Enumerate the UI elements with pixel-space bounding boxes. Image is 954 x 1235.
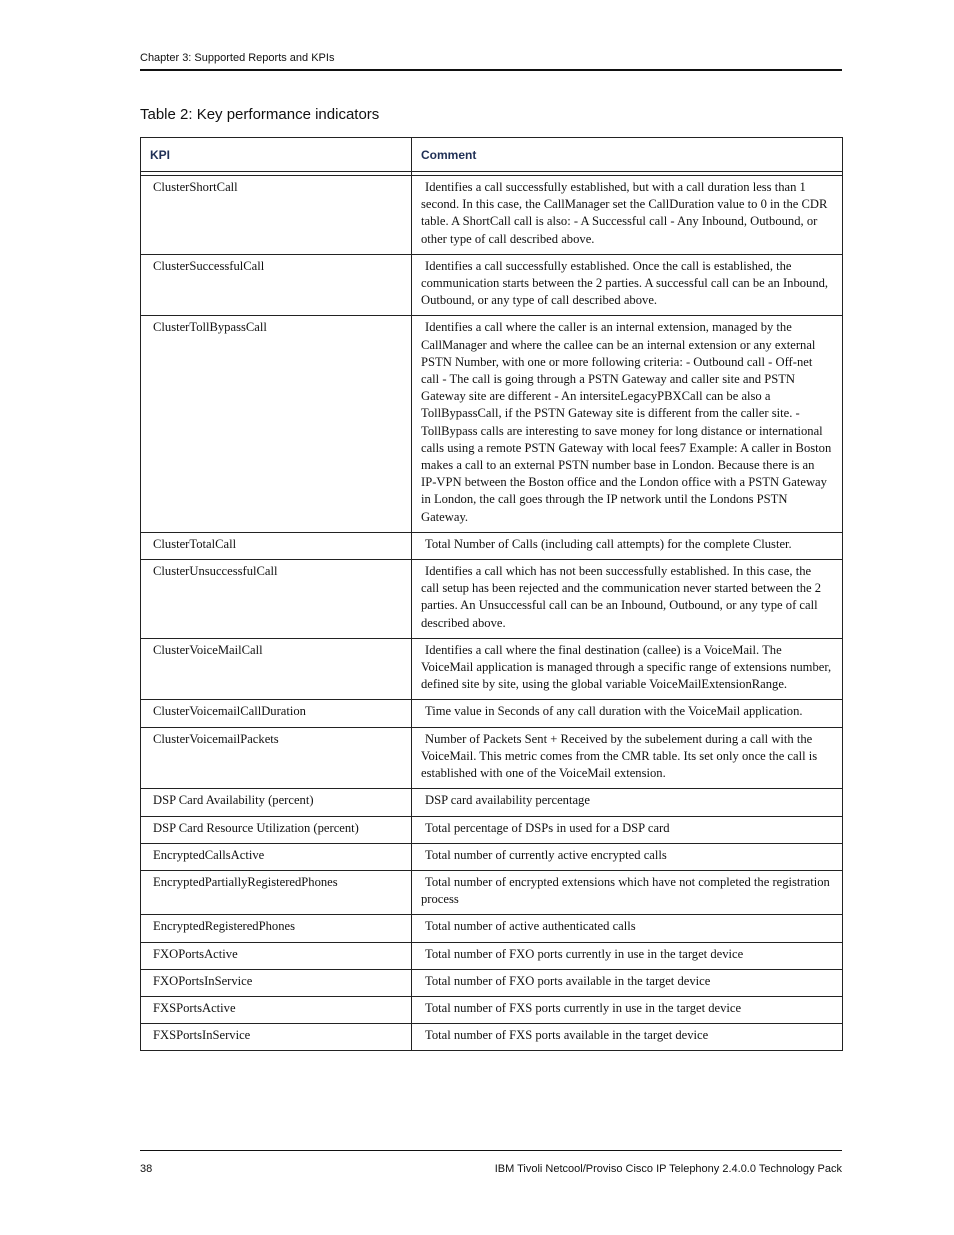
- table-row: [141, 870, 843, 914]
- kpi-comment-cell: Identifies a call successfully established, but with a call duration less than 1 second. In this case, the CallManager set the CallDuration value to 0 in the CDR table. A ShortCall call is also: - A Successful call - Any Inbound, Outbound, or other type of call described above.: [412, 176, 843, 255]
- header-rule: [140, 69, 842, 71]
- kpi-comment-cell: Total number of FXS ports available in the target device: [412, 1024, 843, 1051]
- kpi-comment-cell: Identifies a call where the final destination (callee) is a VoiceMail. The VoiceMail application is managed through a specific range of extensions number, defined site by site, using the global variable VoiceMailExtensionRange.: [412, 638, 843, 700]
- table-row: [141, 789, 843, 816]
- kpi-name-cell: ClusterSuccessfulCall: [141, 254, 412, 316]
- kpi-name-cell: EncryptedRegisteredPhones: [141, 915, 412, 942]
- table-row: [141, 176, 843, 255]
- kpi-name-cell: ClusterVoicemailPackets: [141, 727, 412, 789]
- kpi-comment-cell: Total Number of Calls (including call attempts) for the complete Cluster.: [412, 532, 843, 559]
- column-header-kpi: KPI: [141, 138, 412, 172]
- table-row: [141, 816, 843, 843]
- kpi-name-cell: ClusterTollBypassCall: [141, 316, 412, 532]
- table-row: [141, 532, 843, 559]
- table-row: [141, 969, 843, 996]
- kpi-comment-cell: Identifies a call which has not been successfully established. In this case, the call setup has been rejected and the communication never started between the 2 parties. An Unsuccessful call can be an Inbound, Outbound, or any type of call described above.: [412, 560, 843, 639]
- kpi-name-cell: EncryptedCallsActive: [141, 843, 412, 870]
- kpi-comment-cell: DSP card availability percentage: [412, 789, 843, 816]
- kpi-comment-cell: Total number of FXO ports currently in use in the target device: [412, 942, 843, 969]
- kpi-name-cell: FXOPortsActive: [141, 942, 412, 969]
- kpi-name-cell: DSP Card Resource Utilization (percent): [141, 816, 412, 843]
- table-row: [141, 942, 843, 969]
- kpi-name-cell: ClusterVoiceMailCall: [141, 638, 412, 700]
- kpi-comment-cell: Total number of FXS ports currently in use in the target device: [412, 996, 843, 1023]
- document-title: IBM Tivoli Netcool/Proviso Cisco IP Telephony 2.4.0.0 Technology Pack: [494, 1163, 842, 1175]
- kpi-table: [140, 137, 843, 1051]
- table-row: [141, 996, 843, 1023]
- table-row: [141, 560, 843, 639]
- table-row: [141, 700, 843, 727]
- table-row: [141, 843, 843, 870]
- table-row: [141, 254, 843, 316]
- kpi-comment-cell: Total percentage of DSPs in used for a DSP card: [412, 816, 843, 843]
- table-body: [141, 176, 843, 1051]
- kpi-comment-cell: Total number of encrypted extensions which have not completed the registration process: [412, 870, 843, 914]
- table-row: [141, 1024, 843, 1051]
- table-header-row: [141, 138, 843, 172]
- table-row: [141, 727, 843, 789]
- kpi-name-cell: FXSPortsInService: [141, 1024, 412, 1051]
- kpi-comment-cell: Total number of currently active encrypted calls: [412, 843, 843, 870]
- kpi-name-cell: ClusterVoicemailCallDuration: [141, 700, 412, 727]
- kpi-name-cell: ClusterTotalCall: [141, 532, 412, 559]
- footer-rule: [140, 1150, 842, 1151]
- kpi-name-cell: ClusterUnsuccessfulCall: [141, 560, 412, 639]
- kpi-comment-cell: Number of Packets Sent + Received by the subelement during a call with the VoiceMail. This metric comes from the CMR table. Its set only once the call is established with one of the VoiceMail extension.: [412, 727, 843, 789]
- table-row: [141, 638, 843, 700]
- page-number: 38: [140, 1163, 153, 1175]
- kpi-name-cell: FXSPortsActive: [141, 996, 412, 1023]
- running-header: Chapter 3: Supported Reports and KPIs: [140, 52, 335, 64]
- kpi-comment-cell: Time value in Seconds of any call duration with the VoiceMail application.: [412, 700, 843, 727]
- kpi-comment-cell: Identifies a call where the caller is an internal extension, managed by the CallManager and where the callee can be an internal extension or any external PSTN Number, with one or more following criteria: - Outbound call - Off-net call - The call is going through a PSTN Gateway and caller site and PSTN Gateway site are different - An intersiteLegacyPBXCall can be also a TollBypassCall, if the PSTN Gateway site is different from the caller site. - TollBypass calls are interesting to save money for long distance or international calls using a remote PSTN Gateway with local fees7 Example: A caller in Boston makes a call to an external PSTN number base in London. Because there is an IP-VPN between the Boston office and the London office with a PSTN Gateway in London, the call goes through the IP network until the Londons PSTN Gateway.: [412, 316, 843, 532]
- kpi-name-cell: ClusterShortCall: [141, 176, 412, 255]
- column-header-comment: Comment: [412, 138, 843, 172]
- kpi-comment-cell: Total number of FXO ports available in the target device: [412, 969, 843, 996]
- kpi-comment-cell: Total number of active authenticated calls: [412, 915, 843, 942]
- table-caption: Table 2: Key performance indicators: [140, 106, 380, 123]
- table-row: [141, 915, 843, 942]
- kpi-name-cell: EncryptedPartiallyRegisteredPhones: [141, 870, 412, 914]
- kpi-name-cell: FXOPortsInService: [141, 969, 412, 996]
- kpi-name-cell: DSP Card Availability (percent): [141, 789, 412, 816]
- table-row: [141, 316, 843, 532]
- kpi-comment-cell: Identifies a call successfully established. Once the call is established, the communication starts between the 2 parties. A successful call can be an Inbound, Outbound, or any type of call described above.: [412, 254, 843, 316]
